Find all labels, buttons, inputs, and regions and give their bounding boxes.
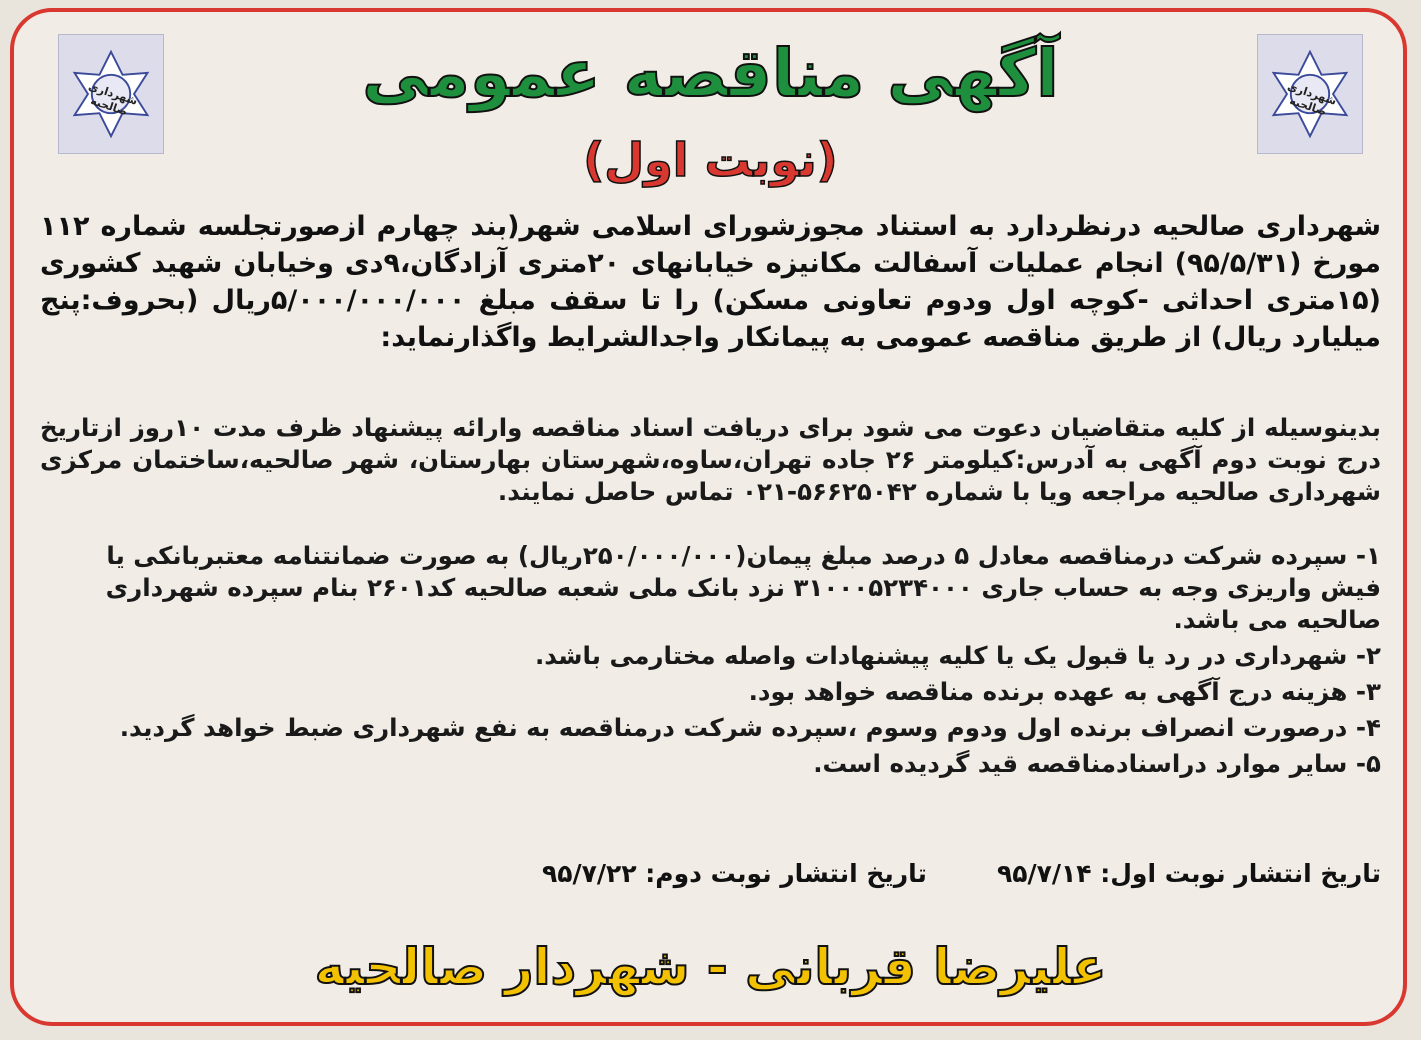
condition-item: ۳- هزینه درج آگهی به عهده برنده مناقصه خواهد بود.: [748, 677, 1381, 706]
conditions-list: [40, 540, 1381, 784]
municipality-logo-right: [1257, 34, 1363, 154]
condition-item: ۴- درصورت انصراف برنده اول ودوم وسوم ،سپرده شرکت درمناقصه به نفع شهرداری ضبط خواهد گردید.: [119, 713, 1381, 742]
condition-item: ۲- شهرداری در رد یا قبول یک یا کلیه پیشنهادات واصله مختارمی باشد.: [534, 641, 1381, 670]
publication-dates: [240, 854, 1381, 894]
municipality-logo-left: [58, 34, 164, 154]
second-publication-date: تاریخ انتشار نوبت دوم: ۹۵/۷/۲۲: [542, 859, 927, 888]
logo-text-left: شهرداری صالحیه: [86, 79, 140, 119]
invitation-paragraph: بدینوسیله از کلیه متقاضیان دعوت می شود برای دریافت اسناد مناقصه وارائه پیشنهاد ظرف مدت ۱۰روز ازتاریخ درج نوبت دوم آگهی به آدرس:کیلومتر ۲۶ جاده تهران،ساوه،شهرستان بهارستان، شهر صالحیه،ساختمان مرکزی شهرداری صالحیه مراجعه ویا با شماره ۵۶۶۲۵۰۴۲-۰۲۱ تماس حاصل نمایند.: [40, 413, 1381, 506]
intro-paragraph: شهرداری صالحیه درنظردارد به استناد مجوزشورای اسلامی شهر(بند چهارم ازصورتجلسه شماره ۱۱۲ مورخ (۹۵/۵/۳۱) انجام عملیات آسفالت مکانیزه خیابانهای ۲۰متری آزادگان،۹دی وخیابان شهید کشوری (۱۵متری احداثی -کوچه اول ودوم تعاونی مسکن) را تا سقف مبلغ ۵/۰۰۰/۰۰۰/۰۰۰ریال (بحروف:پنج میلیارد ریال) از طریق مناقصه عمومی به پیمانکار واجدالشرایط واگذارنماید:: [40, 211, 1381, 353]
condition-item: ۱- سپرده شرکت درمناقصه معادل ۵ درصد مبلغ پیمان(۲۵۰/۰۰۰/۰۰۰ریال) به صورت ضمانتنامه معتبربانکی یا فیش واریزی وجه به حساب جاری ۳۱۰۰۰۵۲۳۴۰۰۰ نزد بانک ملی شعبه صالحیه کد۲۶۰۱ بنام سپرده شهرداری صالحیه می باشد.: [105, 541, 1381, 634]
invitation-block: [40, 412, 1381, 508]
condition-item: ۵- سایر موارد دراسنادمناقصه قید گردیده است.: [813, 749, 1381, 778]
first-publication-date: تاریخ انتشار نوبت اول: ۹۵/۷/۱۴: [996, 859, 1381, 888]
ad-subtitle: (نوبت اول): [583, 133, 838, 187]
mayor-signature: علیرضا قربانی - شهردار صالحیه: [314, 938, 1107, 996]
logo-text-right: شهرداری صالحیه: [1285, 79, 1339, 119]
ad-title: آگهی مناقصه عمومی: [362, 35, 1059, 112]
